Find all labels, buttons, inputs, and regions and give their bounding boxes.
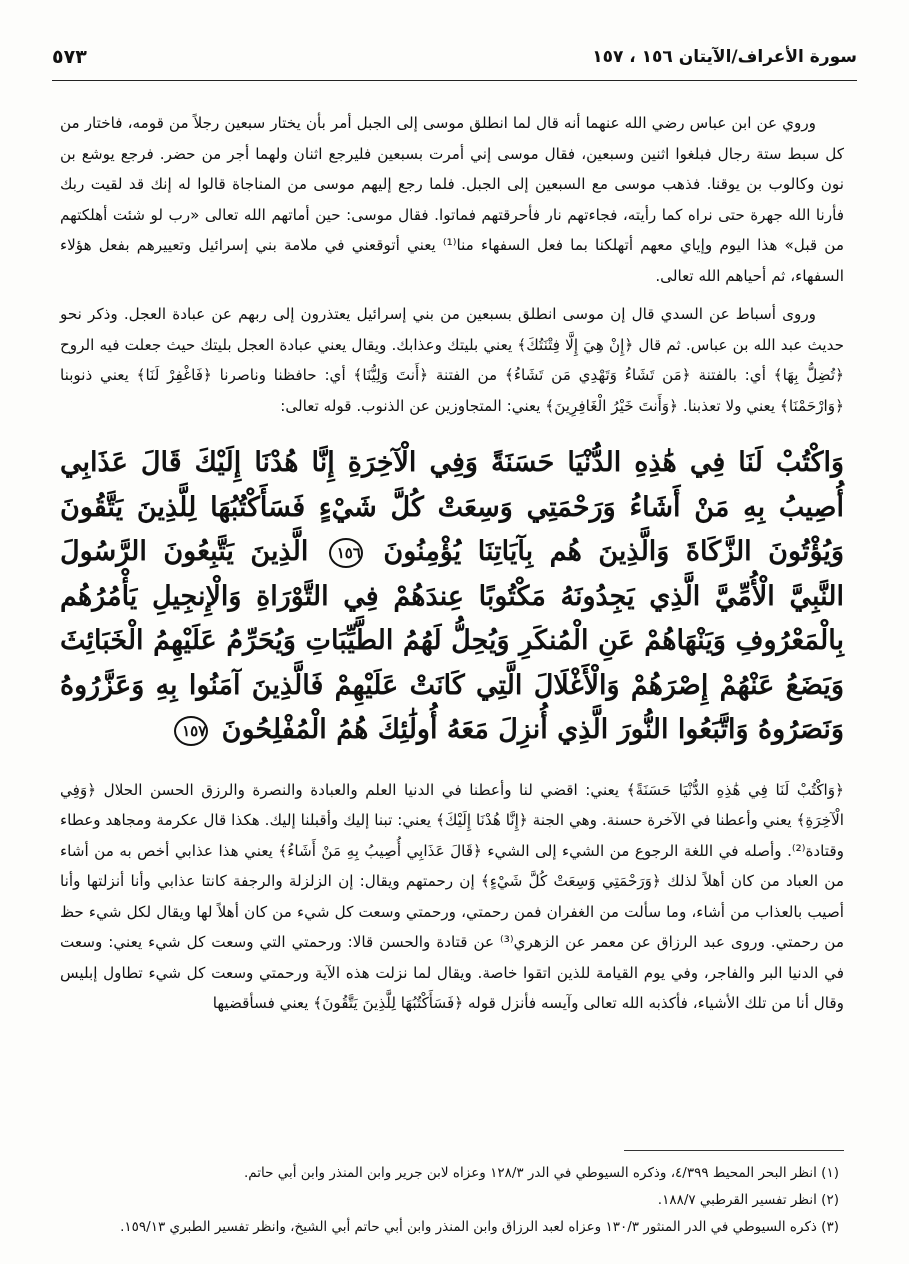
verse-156-text: وَاكْتُبْ لَنَا فِي هَٰذِهِ الدُّنْيَا حَسَنَةً وَفِي الْآخِرَةِ إِنَّا هُدْنَا إِلَيْكَ قَالَ عَذَابِي أُصِيبُ بِهِ مَنْ أَشَاءُ وَرَحْمَتِي وَسِعَتْ كُلَّ شَيْءٍ فَسَأَكْتُبُهَا لِلَّذِينَ يَتَّقُونَ وَيُؤْتُونَ الزَّكَاةَ وَالَّذِينَ هُم بِآيَاتِنَا يُؤْمِنُونَ bbox=[60, 447, 844, 567]
footnote-2: (٢) انظر تفسير القرطبي ١٨٨/٧. bbox=[657, 1192, 839, 1208]
page-header bbox=[52, 42, 857, 72]
running-title: سورة الأعراف/الآيتان ١٥٦ ، ١٥٧ bbox=[592, 47, 857, 67]
verse-157-text: الَّذِينَ يَتَّبِعُونَ الرَّسُولَ النَّبِيَّ الْأُمِّيَّ الَّذِي يَجِدُونَهُ مَكْتُوبًا عِندَهُمْ فِي التَّوْرَاةِ وَالْإِنجِيلِ يَأْمُرُهُم بِالْمَعْرُوفِ وَيَنْهَاهُمْ عَنِ الْمُنكَرِ وَيُحِلُّ لَهُمُ الطَّيِّبَاتِ وَيُحَرِّمُ عَلَيْهِمُ الْخَبَائِثَ وَيَضَعُ عَنْهُمْ إِصْرَهُمْ وَالْأَغْلَالَ الَّتِي كَانَتْ عَلَيْهِمْ فَالَّذِينَ آمَنُوا بِهِ وَعَزَّرُوهُ وَنَصَرُوهُ وَاتَّبَعُوا النُّورَ الَّذِي أُنزِلَ مَعَهُ أُولَٰئِكَ هُمُ الْمُفْلِحُونَ bbox=[60, 536, 844, 745]
footnote-divider bbox=[624, 1150, 844, 1151]
quran-verses bbox=[60, 441, 844, 753]
commentary-paragraph: ﴿وَاكْتُبْ لَنَا فِي هَٰذِهِ الدُّنْيَا حَسَنَةً﴾ يعني: اقضي لنا وأعطنا في الدنيا العلم والعبادة والنصرة والرزق الحسن الحلال ﴿وَفِي الْآخِرَةِ﴾ يعني وأعطنا في الآخرة حسنة. وهي الجنة ﴿إِنَّا هُدْنَا إِلَيْكَ﴾ يعني: تبنا إليك وأقبلنا إليك. هكذا قال عكرمة ومجاهد وعطاء وقتادة⁽²⁾. وأصله في اللغة الرجوع من الشيء إلى الشيء ﴿قَالَ عَذَابِي أُصِيبُ بِهِ مَنْ أَشَاءُ﴾ يعني هذا عذابي أخص به من أشاء من العباد من كان أهلاً لذلك ﴿وَرَحْمَتِي وَسِعَتْ كُلَّ شَيْءٍ﴾ إن رحمتهم ويقال: إن الزلزلة والرجفة كانتا عذابي وأنا أنزلتها وأنا أصيب بالعذاب من أشاء، وما سألت من الغفران فمن رحمتي، ورحمتي وسعت كل شيء من كان أهلاً لها ويقال لكل شيء حظ من رحمتي. وروى عبد الرزاق عن معمر عن الزهري⁽³⁾ عن قتادة والحسن قالا: ورحمتي التي وسعت كل شيء يعني: وسعت في الدنيا البر والفاجر، وفي يوم القيامة للذين اتقوا خاصة. ويقال لما نزلت هذه الآية ورحمتي وسعت كل شيء تطاول إبليس وقال أنا من تلك الأشياء، فأكذبه الله تعالى وآيسه فأنزل قوله ﴿فَسَأَكْتُبُهَا لِلَّذِينَ يَتَّقُونَ﴾ يعني فسأقضيها bbox=[60, 780, 844, 1012]
header-divider bbox=[52, 80, 857, 81]
ayah-number-157: ١٥٧ bbox=[174, 716, 208, 746]
main-text bbox=[60, 108, 844, 1027]
paragraph-1: وروي عن ابن عباس رضي الله عنهما أنه قال لما انطلق موسى إلى الجبل أمر بأن يختار سبعين رجلاً من قومه، فاختار من كل سبط ستة رجال فبلغوا اثنين وسبعين، فقال موسى إني أمرت بسبعين فليرجع اثنان ولهما أجر من حضر. فرجع يوشع بن نون وكالوب بن يوقنا. فذهب موسى مع السبعين إلى الجبل. فلما رجع إليهم موسى من المناجاة قالوا له إنك قد لقيت ربك فأرنا الله جهرة حتى نراه كما رأيته، فجاءتهم نار فأحرقتهم فماتوا. فقال موسى: حين أماتهم الله تعالى «رب لو شئت أهلكتهم من قبل» هذا اليوم وإياي معهم أتهلكنا بما فعل السفهاء منا⁽¹⁾ يعني أتوقعني في ملامة بني إسرائيل وتعييرهم بفعل هؤلاء السفهاء، ثم أحياهم الله تعالى. bbox=[60, 114, 844, 285]
page-number: ٥٧٣ bbox=[52, 46, 87, 68]
paragraph-2: وروى أسباط عن السدي قال إن موسى انطلق بسبعين من بني إسرائيل يعتذرون إلى ربهم عن عبادة العجل. وذكر نحو حديث عبد الله بن عباس. ثم قال ﴿إِنْ هِيَ إِلَّا فِتْنَتُكَ﴾ يعني بليتك وعذابك. ويقال يعني عبادة العجل بليتك حيث جعلت فيه الروح ﴿تُضِلُّ بِهَا﴾ أي: بالفتنة ﴿مَن تَشَاءُ وَتَهْدِي مَن تَشَاءُ﴾ من الفتنة ﴿أَنتَ وَلِيُّنَا﴾ أي: حافظنا وناصرنا ﴿فَاغْفِرْ لَنَا﴾ يعني ذنوبنا ﴿وَارْحَمْنَا﴾ يعني ولا تعذبنا. ﴿وَأَنتَ خَيْرُ الْغَافِرِينَ﴾ يعني: المتجاوزين عن الذنوب. قوله تعالى: bbox=[60, 305, 844, 415]
footnote-1: (١) انظر البحر المحيط ٤/٣٩٩، وذكره السيوطي في الدر ١٢٨/٣ وعزاه لابن جرير وابن المنذر وابن أبي حاتم. bbox=[243, 1165, 839, 1181]
footnotes bbox=[60, 1160, 839, 1241]
footnote-3: (٣) ذكره السيوطي في الدر المنثور ١٣٠/٣ وعزاه لعبد الرزاق وابن المنذر وابن أبي حاتم أبي الشيخ، وانظر تفسير الطبري ١٥٩/١٣. bbox=[120, 1219, 839, 1235]
ayah-number-156: ١٥٦ bbox=[329, 538, 363, 568]
